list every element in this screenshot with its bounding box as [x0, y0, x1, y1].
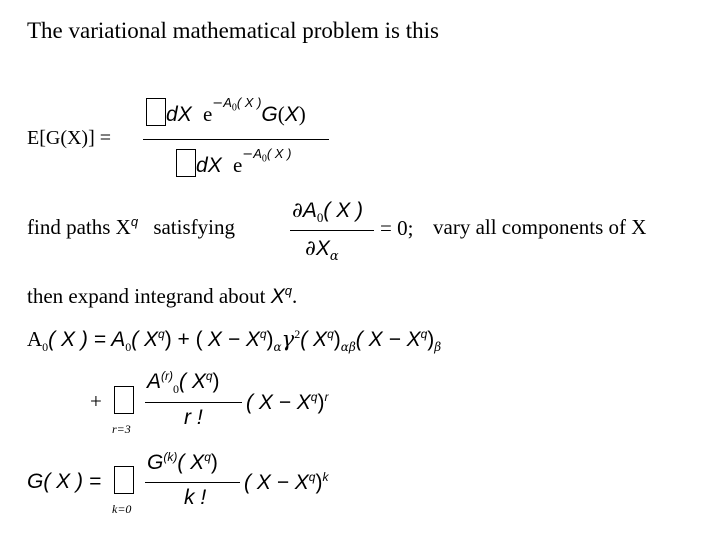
expand-text: then expand integrand about $X^q$. [27, 283, 298, 308]
sum-r-plus: + [90, 389, 102, 413]
expectation-denominator: dX $e^{-A_0( X )}$ [176, 149, 291, 178]
paths-equals-zero: = 0; [380, 216, 414, 240]
paths-text-before: find paths $X^q$ satisfying [27, 214, 235, 239]
g-expansion-lhs: G( X ) = [27, 470, 102, 493]
paths-numerator: $\partial A_0$( X ) [292, 198, 364, 226]
expectation-numerator: dX $e^{-A_0( X )}G(X)$ [146, 98, 306, 127]
sum-r-sigma-glyph [114, 386, 134, 414]
sum-r-numerator: $A^{(r)}_0$( $X^q$) [147, 369, 220, 397]
sum-r-fraction-bar [145, 402, 242, 403]
slide-heading: The variational mathematical problem is this [27, 18, 439, 43]
sum-k-lower-limit: k=0 [112, 502, 132, 516]
g-tail: ( $X - X^q)^k$ [244, 470, 329, 494]
integral-placeholder-glyph [176, 149, 196, 177]
a0-expansion-line: $A_0$( X ) = $A_0$( $X^q$) + ( $X - X^q)_\alpha\gamma^2$( $X^q)_{\alpha\beta}$( $X - X^q)_\beta$ [27, 327, 442, 355]
sum-r-denominator: r ! [184, 406, 203, 429]
sum-r-tail: ( $X - X^q)^r$ [246, 390, 329, 414]
integral-placeholder-glyph [146, 98, 166, 126]
g-fraction-bar [145, 482, 240, 483]
expectation-fraction-bar [143, 139, 329, 140]
paths-text-after: vary all components of X [433, 215, 647, 239]
paths-denominator: $\partial X_\alpha$ [305, 236, 339, 265]
g-denominator: k ! [184, 486, 207, 509]
g-numerator: $G^{(k)}$( $X^q$) [147, 450, 218, 474]
sum-r-lower-limit: r=3 [112, 422, 131, 436]
expectation-lhs: E[G(X)] = [27, 127, 112, 149]
paths-fraction-bar [290, 230, 374, 231]
sum-k-sigma-glyph [114, 466, 134, 494]
